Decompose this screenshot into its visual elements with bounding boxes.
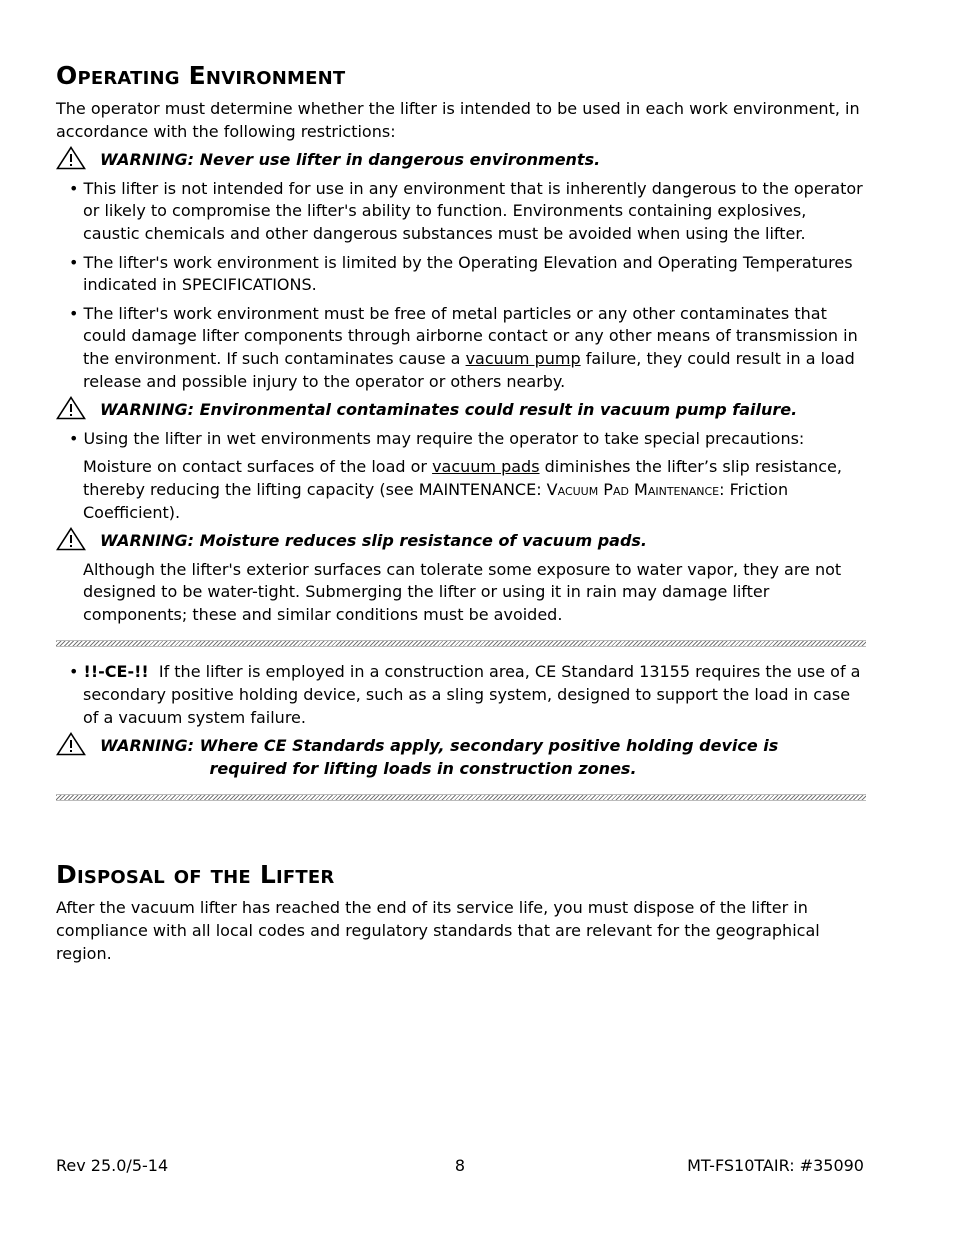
divider: [56, 794, 866, 801]
warning-contaminates: [56, 399, 866, 422]
warning-triangle-icon: [56, 732, 86, 756]
bullet-dangerous: • This lifter is not intended for use in any environment that is inherently dangerous to the operator or likely to compromise the lifter's ability to function. Environments containing explosives, caustic chemicals and other dangerous substances must be avoided when using the lifter.: [69, 178, 863, 243]
warning-line-1: WARNING: Where CE Standards apply, secondary positive holding device is: [100, 736, 779, 756]
divider: [56, 640, 866, 647]
text-segment: failure, they could result in a load release and possible injury to the operator or others nearby.: [83, 348, 855, 391]
revision-label: Rev 25.0/5-14: [56, 1156, 169, 1175]
text-segment: diminishes the lifter’s slip resistance, thereby reducing the lifting capacity (see MAINTENANCE:: [83, 457, 842, 499]
vacuum-pads-link[interactable]: vacuum pads: [432, 457, 540, 477]
vacuum-pump-link[interactable]: vacuum pump: [465, 348, 581, 368]
water-paragraph: Although the lifter's exterior surfaces can tolerate some exposure to water vapor, they are not designed to be water-tight. Submerging the lifter or using it in rain may damage lifter components; these and similar conditions must be avoided.: [83, 559, 842, 624]
warning-dangerous-environments: [56, 149, 866, 172]
intro-paragraph: The operator must determine whether the lifter is intended to be used in each work environment, in accordance with the following restrictions:: [56, 99, 860, 141]
warning-text: WARNING: Environmental contaminates could result in vacuum pump failure.: [100, 400, 798, 420]
warning-text: WARNING: Moisture reduces slip resistance of vacuum pads.: [100, 531, 647, 551]
text-segment: Moisture on contact surfaces of the load or: [83, 457, 433, 477]
page-footer: [56, 1156, 864, 1175]
warning-moisture: [56, 530, 866, 553]
ce-label: !!-CE-!!: [83, 662, 149, 682]
bullet-elevation: • The lifter's work environment is limited by the Operating Elevation and Operating Temperatures indicated in SPECIFICATIONS.: [69, 252, 853, 295]
warning-ce-standards: [56, 735, 866, 780]
disposal-paragraph: After the vacuum lifter has reached the end of its service life, you must dispose of the lifter in compliance with all local codes and regulatory standards that are relevant for the geographical region.: [56, 898, 820, 963]
bullet-ce: • !!-CE-!! If the lifter is employed in a construction area, CE Standard 13155 requires the use of a secondary positive holding device, such as a sling system, designed to support the load in case of a vacuum system failure.: [69, 662, 866, 727]
bullet-wet-environments: • Using the lifter in wet environments may require the operator to take special precautions:: [69, 428, 805, 448]
page-content: [56, 58, 866, 965]
warning-text: WARNING: Never use lifter in dangerous environments.: [100, 150, 601, 170]
text-segment: : Friction Coefficient).: [83, 479, 789, 522]
section-title-operating-environment: Operating Environment: [56, 61, 346, 90]
warning-line-2: required for lifting loads in construction zones.: [209, 758, 637, 778]
moisture-paragraph: [56, 456, 866, 524]
bullet-contaminates: [56, 303, 866, 393]
model-number: MT-FS10TAIR: #35090: [687, 1156, 864, 1175]
warning-triangle-icon: [56, 396, 86, 420]
text-segment: • The lifter's work environment must be free of metal particles or any other contaminates that could damage lifter components through airborne contact or any other means of transmission in the environment. If such contaminates cause a: [69, 303, 858, 368]
warning-triangle-icon: [56, 146, 86, 170]
text-segment-smallcaps: Vacuum Pad Maintenance: [546, 479, 720, 499]
text-segment: If the lifter is employed in a construction area, CE Standard 13155 requires the use of a secondary positive holding device, such as a sling system, designed to support the load in case of a vacuum system failure.: [83, 662, 866, 727]
page-number: 8: [454, 1156, 466, 1175]
section-title-disposal: Disposal of the Lifter: [56, 860, 335, 890]
warning-text: [100, 735, 866, 780]
warning-triangle-icon: [56, 527, 86, 551]
